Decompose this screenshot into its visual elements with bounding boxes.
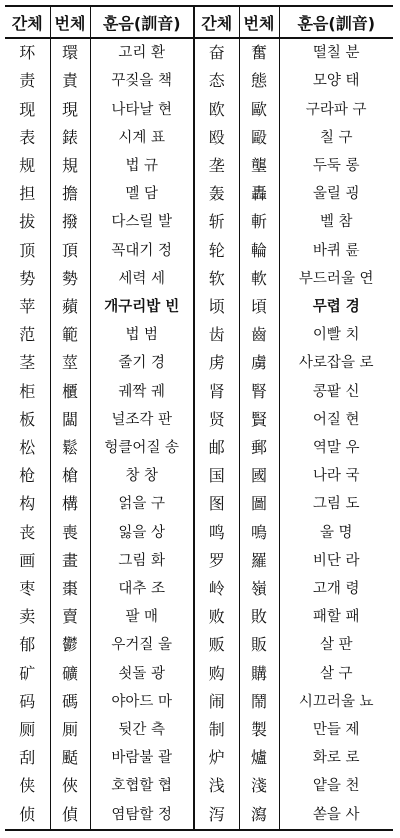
left-traditional-cell: 責: [50, 67, 90, 95]
right-simplified-cell: 轰: [194, 180, 239, 208]
right-simplified-cell: 奋: [194, 38, 239, 67]
right-reading-cell: 어질 현: [279, 406, 393, 434]
left-reading-cell: 꼭대기 정: [90, 236, 194, 264]
right-reading-cell: 울릴 굉: [279, 180, 393, 208]
left-simplified-cell: 矿: [19, 663, 36, 683]
left-simplified-cell: 侦: [19, 804, 36, 824]
table-body: [5, 38, 393, 830]
table-row: [5, 293, 393, 321]
right-reading-cell: 칠 구: [279, 124, 393, 152]
right-simplified-cell: 鸣: [194, 519, 239, 547]
table-row: [5, 152, 393, 180]
left-traditional-cell: 頂: [50, 236, 90, 264]
right-traditional-cell: 瀉: [239, 801, 279, 830]
table-row: [5, 349, 393, 377]
left-reading-cell: 널조각 판: [90, 406, 194, 434]
right-simplified-cell: 软: [194, 265, 239, 293]
left-traditional-cell: 碼: [50, 688, 90, 716]
right-traditional-cell: 鬧: [239, 688, 279, 716]
right-reading-cell: 바퀴 륜: [279, 236, 393, 264]
left-simplified-cell: 枣: [19, 579, 36, 598]
right-traditional-cell: 賢: [239, 406, 279, 434]
left-reading-cell: 그림 화: [90, 547, 194, 575]
right-reading-cell: 그림 도: [279, 490, 393, 518]
left-simplified-cell: 责: [19, 71, 36, 91]
right-simplified-cell: 贩: [194, 631, 239, 659]
left-traditional-cell: 偵: [50, 801, 90, 830]
left-simplified-cell: 势: [19, 268, 36, 288]
right-simplified-cell: 国: [194, 462, 239, 490]
right-traditional-cell: 嶺: [239, 575, 279, 603]
left-reading-cell: 꾸짖을 책: [90, 67, 194, 95]
left-simplified-cell: 拔: [19, 212, 36, 232]
left-traditional-cell: 撥: [50, 208, 90, 236]
left-traditional-cell: 颳: [50, 744, 90, 772]
table-row: [5, 67, 393, 95]
left-reading-cell: 잃을 상: [90, 519, 194, 547]
table-row: [5, 124, 393, 152]
right-reading-cell: 나라 국: [279, 462, 393, 490]
right-simplified-cell: 殴: [194, 124, 239, 152]
left-traditional-cell: 鬆: [50, 434, 90, 462]
right-simplified-cell: 炉: [194, 744, 239, 772]
right-simplified-cell: 肾: [194, 377, 239, 405]
left-traditional-cell: 棗: [50, 575, 90, 603]
left-simplified-cell: 码: [19, 691, 36, 711]
table-row: [5, 208, 393, 236]
left-reading-cell: 염탐할 정: [90, 801, 194, 830]
right-simplified-cell: 图: [194, 490, 239, 518]
table-row: [5, 603, 393, 631]
right-reading-cell: 사로잡을 로: [279, 349, 393, 377]
right-simplified-cell: 邮: [194, 434, 239, 462]
left-reading-cell: 멜 담: [90, 180, 194, 208]
left-traditional-cell: 規: [50, 152, 90, 180]
left-simplified-cell: 柜: [19, 381, 36, 401]
right-reading-cell: 울 명: [279, 519, 393, 547]
right-traditional-cell: 軟: [239, 265, 279, 293]
left-traditional-cell: 環: [50, 38, 90, 67]
right-traditional-cell: 毆: [239, 124, 279, 152]
left-reading-cell: 대추 조: [90, 575, 194, 603]
right-simplified-cell: 闹: [194, 688, 239, 716]
right-reading-cell: 쏟을 사: [279, 801, 393, 830]
right-simplified-cell: 制: [194, 716, 239, 744]
right-simplified-cell: 轮: [194, 236, 239, 264]
simplified-traditional-character-table: [5, 5, 393, 831]
left-simplified-cell: 茎: [19, 353, 36, 373]
right-reading-cell: 시끄러울 뇨: [279, 688, 393, 716]
left-simplified-cell: 顶: [19, 240, 36, 260]
right-traditional-cell: 齒: [239, 321, 279, 349]
left-simplified-cell: 范: [19, 325, 36, 345]
right-traditional-cell: 輪: [239, 236, 279, 264]
left-reading-cell: 창 창: [90, 462, 194, 490]
right-traditional-cell: 淺: [239, 772, 279, 800]
left-simplified-cell: 板: [19, 409, 36, 429]
left-reading-cell: 다스릴 발: [90, 208, 194, 236]
left-traditional-cell: 蘋: [50, 293, 90, 321]
left-reading-cell: 줄기 경: [90, 349, 194, 377]
right-traditional-cell: 奮: [239, 38, 279, 67]
header-row: [5, 6, 393, 38]
left-traditional-cell: 莖: [50, 349, 90, 377]
right-traditional-cell: 頃: [239, 293, 279, 321]
left-simplified-cell: 构: [19, 494, 36, 514]
left-traditional-cell: 構: [50, 490, 90, 518]
left-reading-cell: 세력 세: [90, 265, 194, 293]
right-reading-cell: 벨 참: [279, 208, 393, 236]
table-row: [5, 377, 393, 405]
left-reading-cell: 법 범: [90, 321, 194, 349]
table-row: [5, 95, 393, 123]
left-reading-cell: 얽을 구: [90, 490, 194, 518]
table-row: [5, 434, 393, 462]
right-reading-cell: 고개 령: [279, 575, 393, 603]
left-reading-cell: 팔 매: [90, 603, 194, 631]
right-simplified-cell: 垄: [194, 152, 239, 180]
right-reading-cell: 부드러울 연: [279, 265, 393, 293]
left-simplified-cell: 郁: [19, 635, 36, 655]
left-traditional-cell: 現: [50, 95, 90, 123]
left-reading-cell: 호협할 협: [90, 772, 194, 800]
right-reading-cell: 만들 제: [279, 716, 393, 744]
right-traditional-cell: 販: [239, 631, 279, 659]
right-reading-cell: 모양 태: [279, 67, 393, 95]
right-simplified-cell: 斩: [194, 208, 239, 236]
character-table-container: [5, 5, 393, 831]
table-row: [5, 688, 393, 716]
left-simplified-cell: 环: [19, 43, 36, 63]
table-row: [5, 236, 393, 264]
header-simplified-left: 간체: [5, 6, 50, 38]
right-reading-cell: 패할 패: [279, 603, 393, 631]
left-traditional-cell: 櫃: [50, 377, 90, 405]
header-reading-right: 훈음(訓音): [279, 6, 393, 38]
table-row: [5, 716, 393, 744]
right-traditional-cell: 虜: [239, 349, 279, 377]
right-reading-cell: 구라파 구: [279, 95, 393, 123]
left-traditional-cell: 鬱: [50, 631, 90, 659]
right-reading-cell: 화로 로: [279, 744, 393, 772]
right-reading-cell: 살 구: [279, 660, 393, 688]
right-simplified-cell: 购: [194, 660, 239, 688]
left-simplified-cell: 枪: [19, 466, 36, 486]
table-row: [5, 38, 393, 67]
right-traditional-cell: 製: [239, 716, 279, 744]
left-simplified-cell: 侠: [19, 776, 36, 796]
left-simplified-cell: 现: [19, 99, 36, 119]
right-traditional-cell: 鳴: [239, 519, 279, 547]
table-row: [5, 772, 393, 800]
right-traditional-cell: 歐: [239, 95, 279, 123]
header-traditional-left: 번체: [50, 6, 90, 38]
right-reading-cell: 콩팥 신: [279, 377, 393, 405]
left-traditional-cell: 俠: [50, 772, 90, 800]
table-row: [5, 547, 393, 575]
right-traditional-cell: 羅: [239, 547, 279, 575]
left-reading-cell: 궤짝 궤: [90, 377, 194, 405]
right-simplified-cell: 罗: [194, 547, 239, 575]
right-simplified-cell: 态: [194, 67, 239, 95]
left-traditional-cell: 厠: [50, 716, 90, 744]
table-row: [5, 801, 393, 830]
right-reading-cell: 이빨 치: [279, 321, 393, 349]
left-reading-cell: 야아드 마: [90, 688, 194, 716]
left-reading-cell: 헝클어질 송: [90, 434, 194, 462]
left-simplified-cell: 表: [19, 127, 36, 147]
right-simplified-cell: 败: [194, 603, 239, 631]
table-row: [5, 406, 393, 434]
header-traditional-right: 번체: [239, 6, 279, 38]
left-reading-cell: 시계 표: [90, 124, 194, 152]
left-traditional-cell: 範: [50, 321, 90, 349]
left-simplified-cell: 刮: [19, 748, 36, 768]
right-reading-cell: 비단 라: [279, 547, 393, 575]
right-simplified-cell: 岭: [194, 575, 239, 603]
table-row: [5, 265, 393, 293]
right-simplified-cell: 泻: [194, 801, 239, 830]
left-simplified-cell: 苹: [19, 296, 36, 316]
right-reading-cell: 두둑 롱: [279, 152, 393, 180]
right-reading-cell: 무렵 경: [279, 293, 393, 321]
left-traditional-cell: 錶: [50, 124, 90, 152]
header-reading-left: 훈음(訓音): [90, 6, 194, 38]
table-row: [5, 180, 393, 208]
left-traditional-cell: 礦: [50, 660, 90, 688]
right-traditional-cell: 態: [239, 67, 279, 95]
left-simplified-cell: 松: [19, 437, 36, 457]
left-simplified-cell: 规: [19, 155, 36, 175]
table-row: [5, 660, 393, 688]
left-simplified-cell: 丧: [19, 522, 36, 542]
left-reading-cell: 고리 환: [90, 38, 194, 67]
right-simplified-cell: 齿: [194, 321, 239, 349]
left-traditional-cell: 喪: [50, 519, 90, 547]
table-row: [5, 490, 393, 518]
left-reading-cell: 뒷간 측: [90, 716, 194, 744]
right-traditional-cell: 郵: [239, 434, 279, 462]
left-traditional-cell: 賣: [50, 603, 90, 631]
table-row: [5, 631, 393, 659]
right-simplified-cell: 贤: [194, 406, 239, 434]
table-row: [5, 519, 393, 547]
left-simplified-cell: 厕: [19, 720, 36, 740]
table-row: [5, 462, 393, 490]
left-traditional-cell: 闆: [50, 406, 90, 434]
left-reading-cell: 바람불 괄: [90, 744, 194, 772]
right-reading-cell: 떨칠 분: [279, 38, 393, 67]
right-traditional-cell: 購: [239, 660, 279, 688]
right-traditional-cell: 腎: [239, 377, 279, 405]
left-traditional-cell: 畫: [50, 547, 90, 575]
left-traditional-cell: 槍: [50, 462, 90, 490]
right-simplified-cell: 浅: [194, 772, 239, 800]
right-traditional-cell: 爐: [239, 744, 279, 772]
right-simplified-cell: 虏: [194, 349, 239, 377]
left-reading-cell: 나타날 현: [90, 95, 194, 123]
right-traditional-cell: 壟: [239, 152, 279, 180]
left-simplified-cell: 卖: [19, 607, 36, 627]
left-simplified-cell: 担: [19, 184, 36, 204]
table-row: [5, 744, 393, 772]
left-traditional-cell: 擔: [50, 180, 90, 208]
right-traditional-cell: 敗: [239, 603, 279, 631]
right-simplified-cell: 顷: [194, 293, 239, 321]
left-reading-cell: 쇳돌 광: [90, 660, 194, 688]
left-reading-cell: 우거질 울: [90, 631, 194, 659]
right-traditional-cell: 轟: [239, 180, 279, 208]
right-traditional-cell: 國: [239, 462, 279, 490]
table-row: [5, 575, 393, 603]
left-reading-cell: 법 규: [90, 152, 194, 180]
right-reading-cell: 살 판: [279, 631, 393, 659]
right-reading-cell: 얕을 천: [279, 772, 393, 800]
right-simplified-cell: 欧: [194, 95, 239, 123]
right-traditional-cell: 圖: [239, 490, 279, 518]
table-row: [5, 321, 393, 349]
left-reading-cell: 개구리밥 빈: [90, 293, 194, 321]
header-simplified-right: 간체: [194, 6, 239, 38]
table-header: [5, 6, 393, 38]
left-simplified-cell: 画: [19, 550, 36, 570]
left-traditional-cell: 勢: [50, 265, 90, 293]
right-traditional-cell: 斬: [239, 208, 279, 236]
right-reading-cell: 역말 우: [279, 434, 393, 462]
